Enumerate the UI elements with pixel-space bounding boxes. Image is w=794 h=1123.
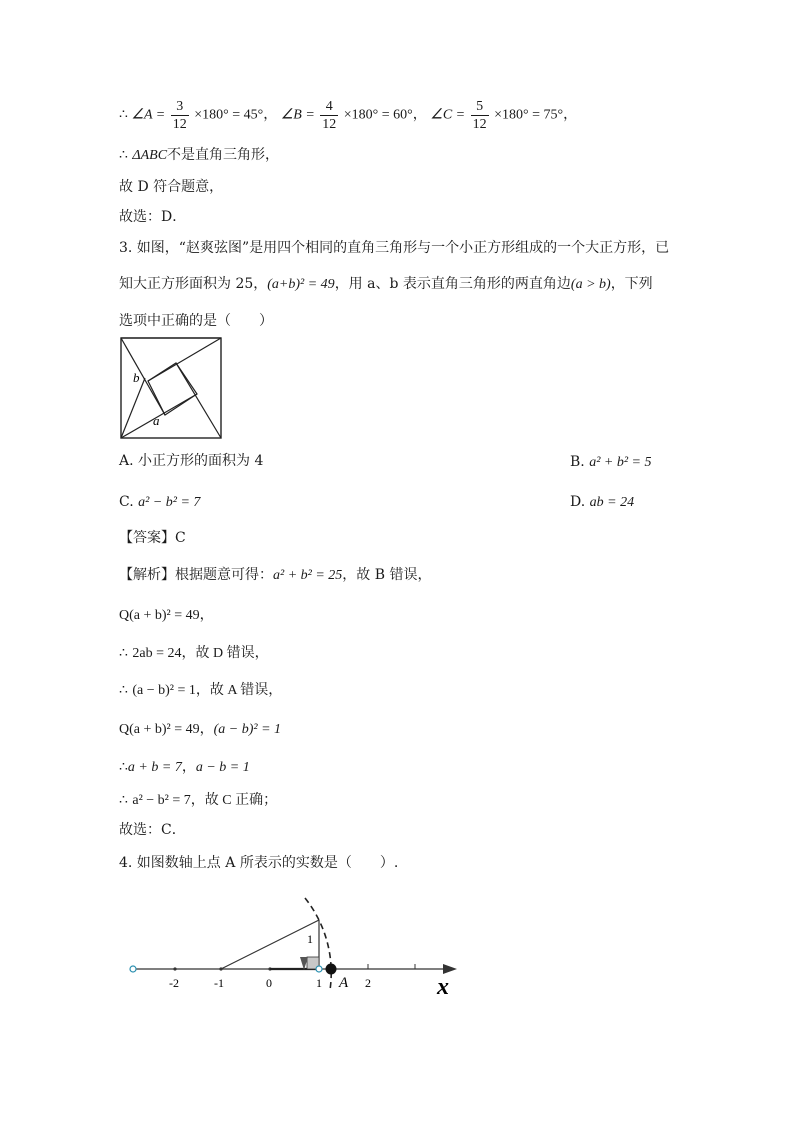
label-b: b: [133, 370, 140, 385]
fraction-c: $\frac{5}{12}$: [472, 99, 487, 132]
tick-label-1: 1: [316, 976, 322, 990]
option-d[interactable]: D. ab = 24: [570, 494, 635, 510]
step-5: ∴a + b = 7，a − b = 1: [119, 760, 250, 775]
angle-c-result: ×180° = 75°，: [494, 107, 578, 123]
step-1: Q(a + b)² = 49，: [119, 608, 214, 623]
angle-b-result: ×180° = 60°，: [343, 107, 427, 123]
tick-label-neg2: -2: [169, 976, 179, 990]
angle-calc-line: [119, 98, 577, 133]
axis-x-label: x: [437, 974, 449, 1000]
choose-d-line: 故选：D．: [119, 209, 187, 225]
point-a-label: A: [339, 975, 349, 991]
q3-stem-line1: 3. 如图，“赵爽弦图”是用四个相同的直角三角形与一个小正方形组成的一个大正方形，已: [119, 240, 670, 256]
q3-stem-line3: 选项中正确的是（ ）: [119, 313, 273, 329]
fraction-a: $\frac{3}{12}$: [172, 99, 187, 132]
choose-c-line: 故选：C．: [119, 822, 186, 838]
axis-start-dot: [130, 966, 136, 972]
side-length-label: 1: [307, 932, 313, 946]
option-c[interactable]: C. a² − b² = 7: [119, 494, 201, 510]
analysis-tag: 【解析】: [119, 567, 175, 583]
tick-label-2: 2: [365, 976, 371, 990]
tick-label-neg1: -1: [214, 976, 224, 990]
analysis-line: 【解析】根据题意可得：a² + b² = 25，故 B 错误，: [119, 567, 432, 583]
inner-square: [148, 363, 197, 415]
step-4: Q(a + b)² = 49，(a − b)² = 1: [119, 722, 282, 737]
q3-given-equation: (a+b)² = 49: [267, 277, 335, 292]
answer-value: C: [175, 530, 186, 546]
fraction-b: $\frac{4}{12}$: [322, 99, 337, 132]
therefore-symbol: ∴: [119, 107, 128, 123]
step-3: ∴ (a − b)² = 1，故 A 错误，: [119, 682, 283, 698]
point-one: [316, 966, 322, 972]
step-2: ∴ 2ab = 24，故 D 错误，: [119, 645, 269, 661]
angle-b-label: ∠B =: [280, 107, 315, 123]
outer-square: [121, 338, 221, 438]
number-line-diagram: [125, 890, 470, 1000]
step-6: ∴ a² − b² = 7，故 C 正确；: [119, 792, 278, 808]
not-right-triangle-line: ∴ ΔABC不是直角三角形，: [119, 147, 280, 163]
angle-c-label: ∠C =: [430, 107, 466, 123]
option-b[interactable]: B. a² + b² = 5: [570, 454, 652, 470]
answer-line: [119, 528, 186, 548]
axis-arrow: [443, 964, 457, 974]
point-a: [326, 964, 337, 975]
d-fits-line: 故 D 符合题意，: [119, 179, 224, 195]
answer-tag: 【答案】: [119, 530, 175, 546]
triangle-abc: ΔABC: [132, 148, 168, 163]
zhao-shuang-diagram: [119, 336, 223, 440]
option-a[interactable]: A. 小正方形的面积为 4: [119, 453, 264, 469]
q3-condition: (a > b): [570, 277, 611, 292]
q4-stem: 4. 如图数轴上点 A 所表示的实数是（ ）.: [119, 855, 399, 871]
angle-a-result: ×180° = 45°，: [194, 107, 278, 123]
tick-label-0: 0: [266, 976, 272, 990]
label-a: a: [153, 413, 160, 428]
angle-a-label: ∠A =: [131, 107, 166, 123]
q3-stem-line2: 知大正方形面积为 25，(a+b)² = 49，用 a、b 表示直角三角形的两直角边(a > b)，下列: [119, 276, 653, 292]
